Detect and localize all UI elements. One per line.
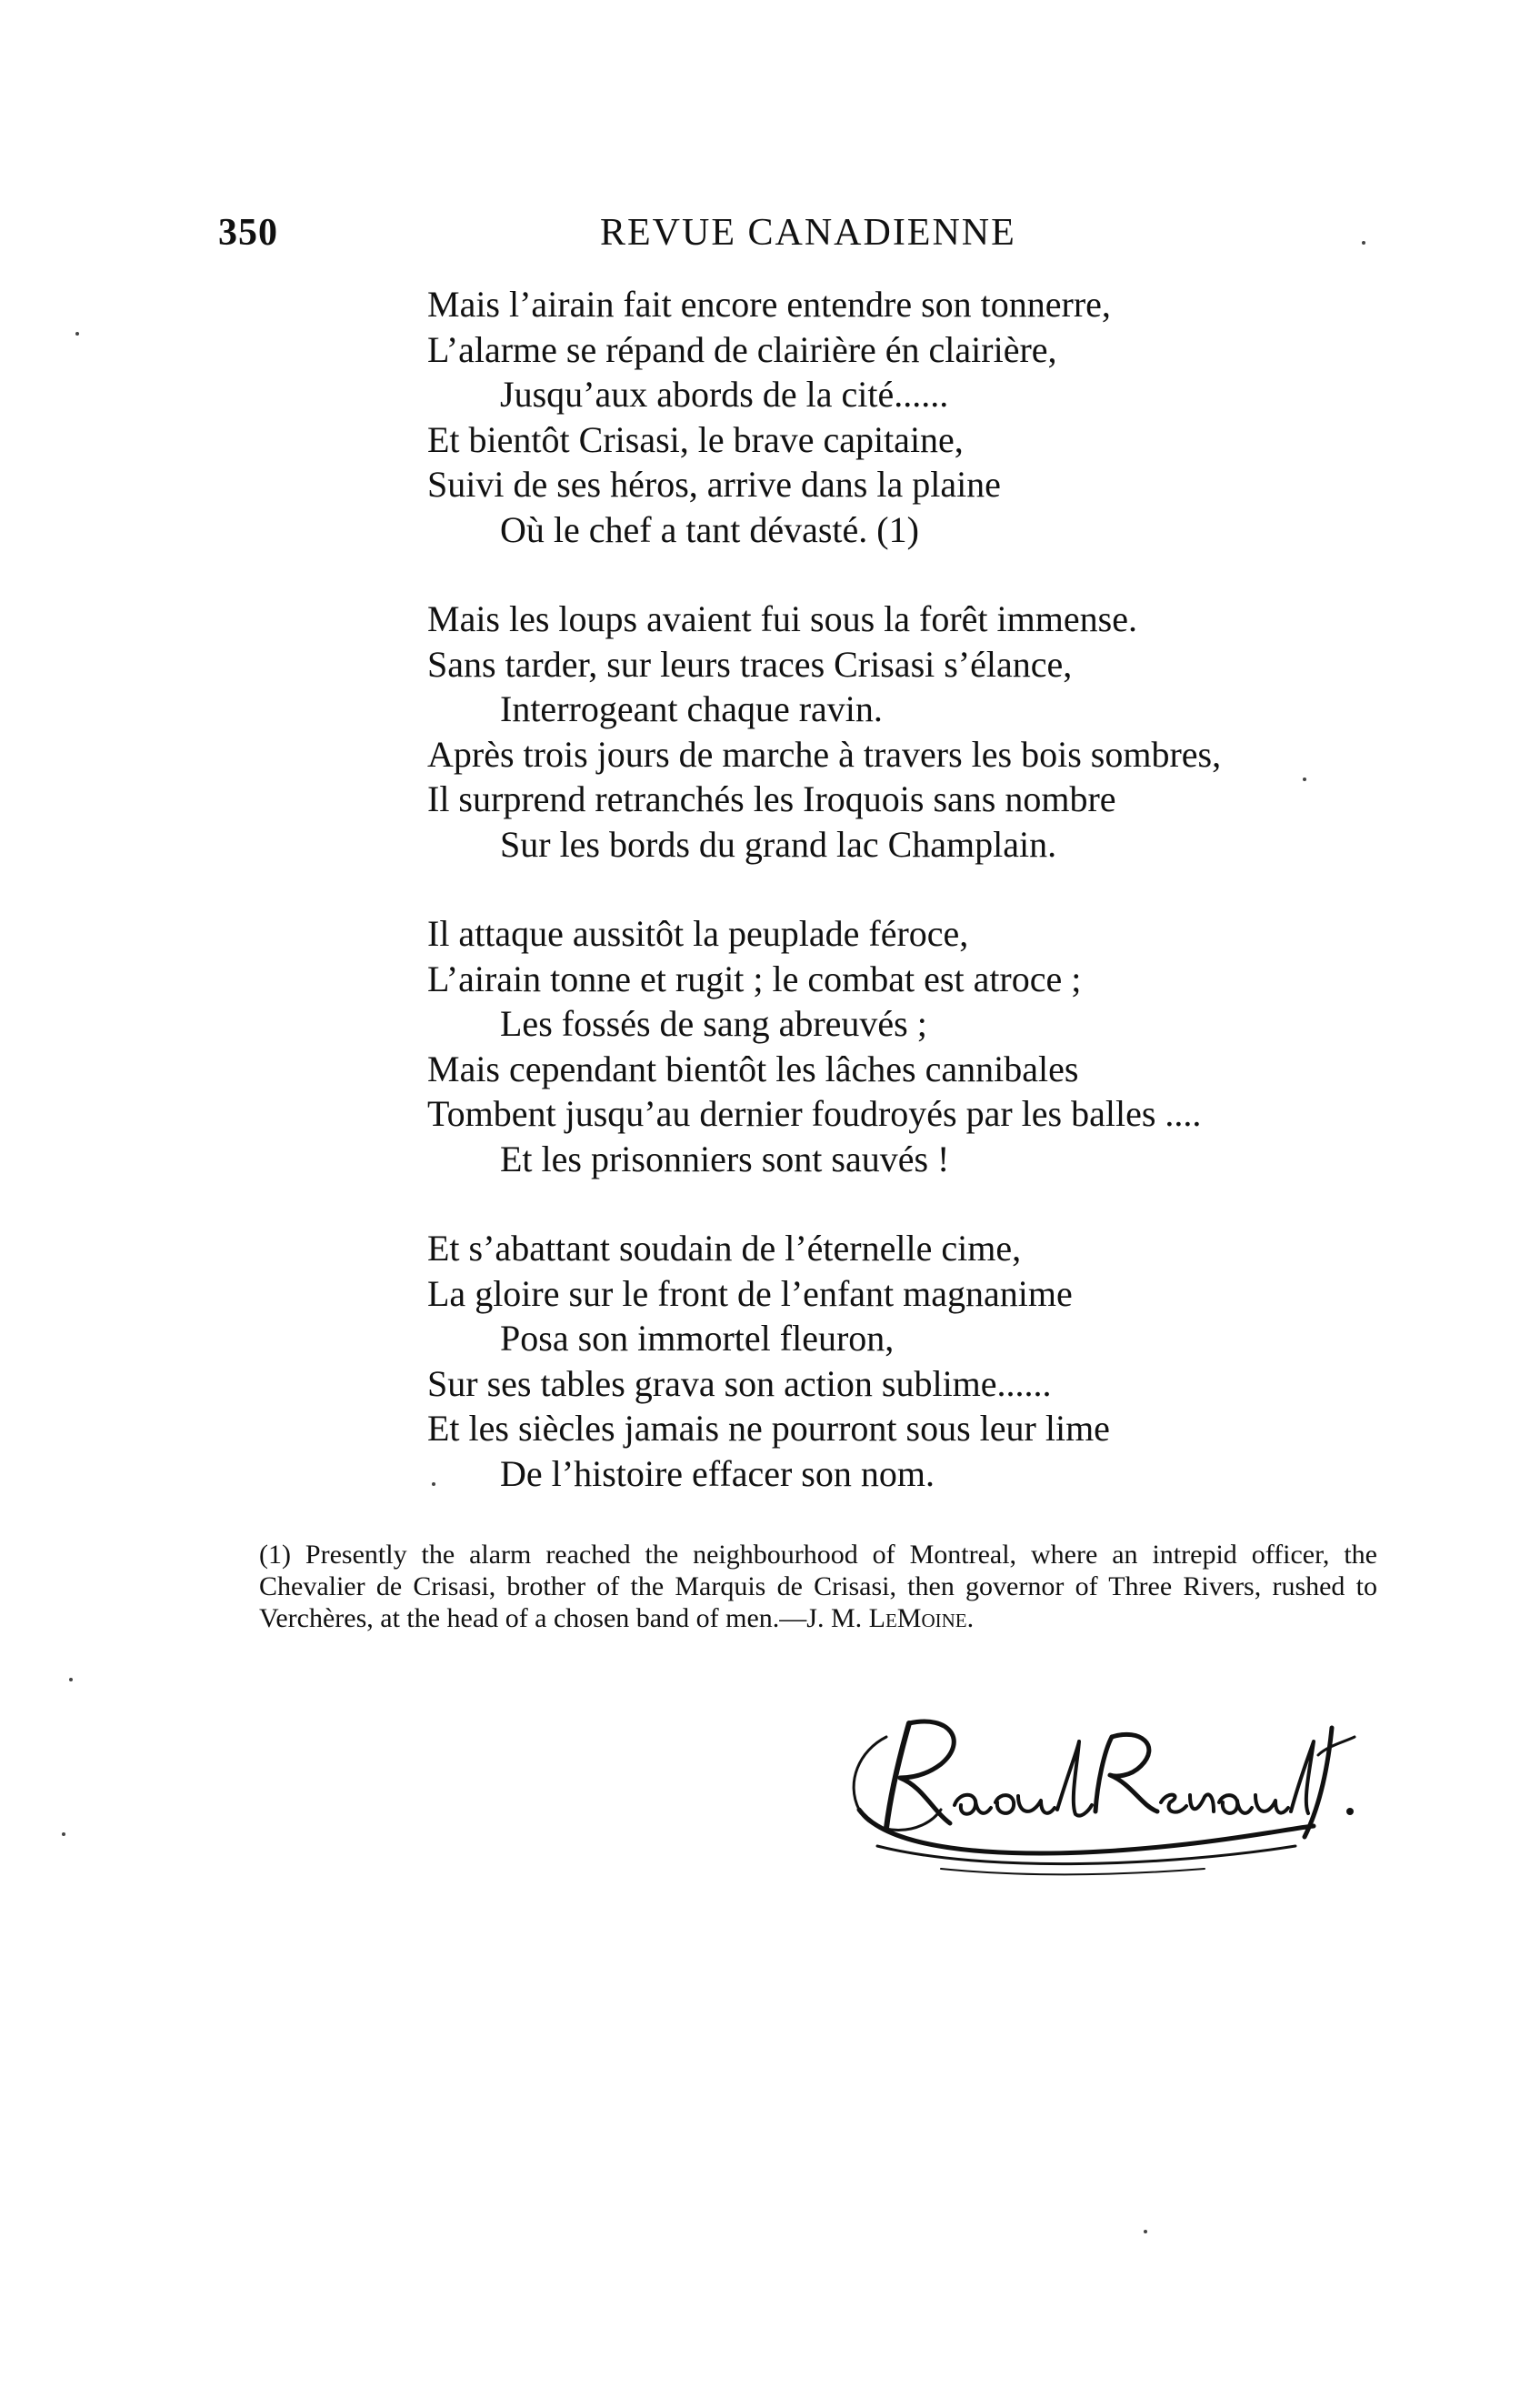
poem-line: Interrogeant chaque ravin.: [500, 688, 883, 729]
poem-line: De l’histoire effacer son nom.: [500, 1452, 935, 1494]
poem-line: L’airain tonne et rugit ; le combat est atroce ;: [427, 958, 1082, 999]
speck: [1303, 778, 1306, 781]
footnote: [259, 1539, 1377, 1634]
poem: [427, 282, 1427, 1540]
poem-line: Après trois jours de marche à travers les bois sombres,: [427, 733, 1222, 775]
poem-line: Et s’abattant soudain de l’éternelle cime,: [427, 1228, 1022, 1269]
speck: [1144, 2230, 1147, 2233]
footnote-text: (1) Presently the alarm reached the neighbourhood of Montreal, where an intrepid officer, the Chevalier de Crisasi, brother of the Marquis de Crisasi, then governor of Three Rivers, rushed to Verchères, at the head of a chosen band of men.—: [259, 1540, 1377, 1633]
poem-line: Où le chef a tant dévasté. (1): [500, 508, 919, 550]
poem-line: Jusqu’aux abords de la cité......: [500, 374, 949, 415]
poem-line: L’alarme se répand de clairière én clairière,: [427, 328, 1057, 370]
speck: [62, 1832, 65, 1836]
poem-line: Il surprend retranchés les Iroquois sans nombre: [427, 778, 1116, 819]
poem-line: Et les siècles jamais ne pourront sous leur lime: [427, 1408, 1110, 1449]
poem-line: Sur les bords du grand lac Champlain.: [500, 823, 1057, 865]
poem-line: Suivi de ses héros, arrive dans la plaine: [427, 464, 1001, 505]
signature: [823, 1701, 1359, 1882]
speck: [1362, 241, 1365, 245]
speck: [69, 1678, 73, 1681]
poem-line: Tombent jusqu’au dernier foudroyés par les balles ....: [427, 1093, 1202, 1134]
poem-line: Et les prisonniers sont sauvés !: [500, 1138, 950, 1179]
running-title: REVUE CANADIENNE: [600, 212, 1016, 254]
poem-line: Mais cependant bientôt les lâches cannibales: [427, 1048, 1079, 1089]
stanza-4: [427, 1226, 1427, 1496]
poem-line: Il attaque aussitôt la peuplade féroce,: [427, 913, 969, 954]
page-number: 350: [218, 212, 278, 254]
poem-line: Mais les loups avaient fui sous la forêt immense.: [427, 598, 1137, 639]
poem-line: Mais l’airain fait encore entendre son tonnerre,: [427, 284, 1111, 325]
footnote-author: J. M. LeMoine.: [806, 1603, 975, 1633]
poem-line: La gloire sur le front de l’enfant magnanime: [427, 1272, 1073, 1314]
speck: [75, 332, 79, 336]
stanza-1: [427, 282, 1427, 552]
poem-line: Posa son immortel fleuron,: [500, 1318, 895, 1359]
poem-line: Les fossés de sang abreuvés ;: [500, 1003, 927, 1044]
speck: [432, 1482, 435, 1486]
poem-line: Et bientôt Crisasi, le brave capitaine,: [427, 418, 964, 460]
stanza-3: [427, 911, 1427, 1181]
page-header: [0, 211, 1540, 266]
poem-line: Sur ses tables grava son action sublime......: [427, 1362, 1052, 1404]
stanza-2: [427, 597, 1427, 867]
poem-line: Sans tarder, sur leurs traces Crisasi s’élance,: [427, 643, 1073, 685]
